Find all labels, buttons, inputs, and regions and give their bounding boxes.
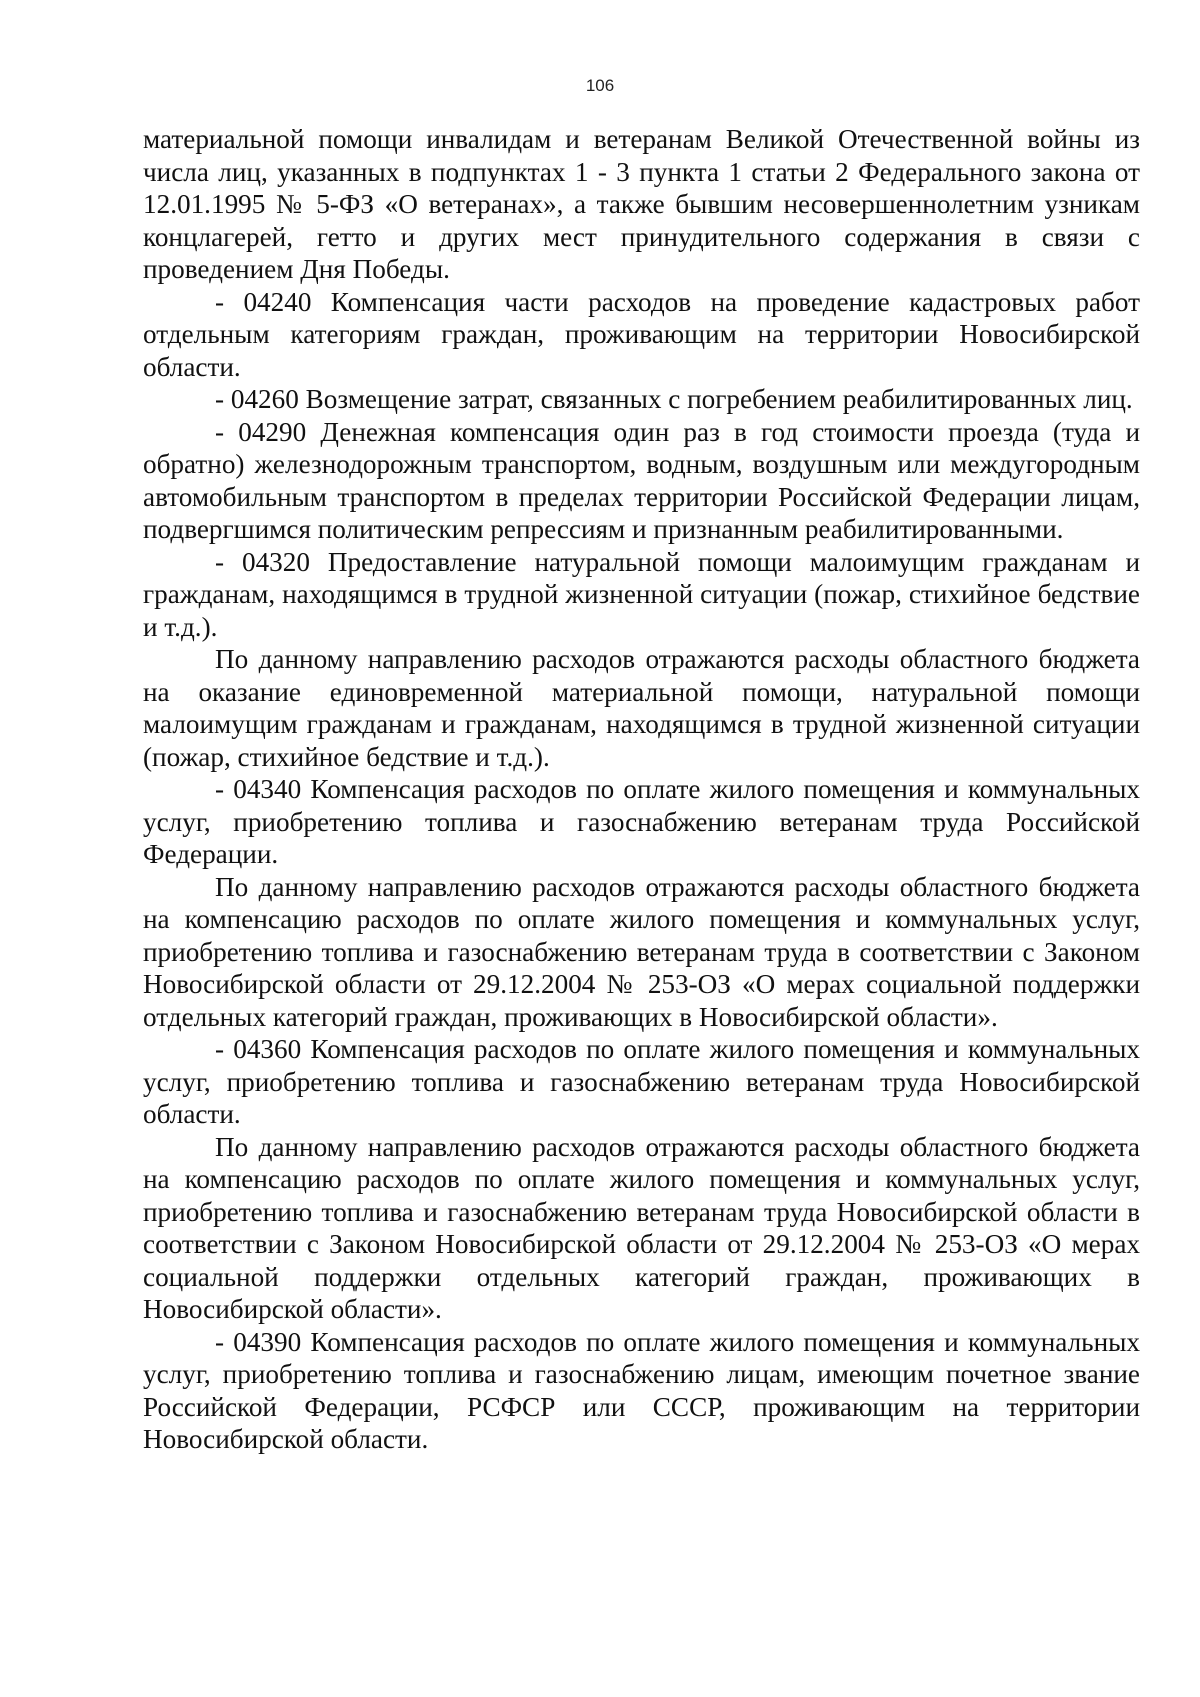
paragraph-code-04240 bbox=[143, 286, 1140, 384]
paragraph-text: Денежная компенсация один раз в год стоимости проезда (туда и обратно) железнодорожным транспортом, водным, воздушным или междугородным автомобильным транспортом в пределах территории Российской Федерации лицам, подвергшимся политическим репрессиям и признанным реабилитированными. bbox=[143, 416, 1141, 544]
expense-code: - 04390 bbox=[215, 1326, 302, 1357]
paragraph-text: Компенсация части расходов на проведение кадастровых работ отдельным категориям граждан, проживающим на территории Новосибирской области. bbox=[143, 286, 1140, 382]
paragraph-text: Компенсация расходов по оплате жилого помещения и коммунальных услуг, приобретению топлива и газоснабжению ветеранам труда Новосибирской области. bbox=[143, 1034, 1140, 1129]
paragraph-code-04340 bbox=[143, 773, 1140, 871]
expense-code: - 04290 bbox=[215, 416, 307, 447]
paragraph-code-04320 bbox=[143, 546, 1140, 644]
paragraph-text: По данному направлению расходов отражаются расходы областного бюджета на компенсацию расходов по оплате жилого помещения и коммунальных услуг, приобретению топлива и газоснабжению ветеранам труда в соответствии с Законом Новосибирской области от 29.12.2004 № 253-ОЗ «О мерах социальной поддержки отдельных категорий граждан, проживающих в Новосибирской области». bbox=[143, 871, 1140, 1032]
paragraph-description bbox=[143, 643, 1140, 773]
paragraph-description bbox=[143, 1131, 1140, 1326]
expense-code: - 04360 bbox=[215, 1034, 302, 1064]
paragraph-text: материальной помощи инвалидам и ветеранам Великой Отечественной войны из числа лиц, указанных в подпунктах 1 - 3 пункта 1 статьи 2 Федерального закона от 12.01.1995 № 5-ФЗ «О ветеранах», а также бывшим несовершеннолетним узникам концлагерей, гетто и других мест принудительного содержания в связи с проведением Дня Победы. bbox=[143, 124, 1140, 284]
paragraph-text: По данному направлению расходов отражаются расходы областного бюджета на компенсацию расходов по оплате жилого помещения и коммунальных услуг, приобретению топлива и газоснабжению ветеранам труда Новосибирской области в соответствии с Законом Новосибирской области от 29.12.2004 № 253-ОЗ «О мерах социальной поддержки отдельных категорий граждан, проживающих в Новосибирской области». bbox=[143, 1131, 1140, 1324]
paragraph-code-04290 bbox=[143, 416, 1140, 546]
paragraph-code-04260 bbox=[143, 383, 1140, 416]
paragraph-text: Возмещение затрат, связанных с погребением реабилитированных лиц. bbox=[298, 384, 1133, 414]
paragraph-description bbox=[143, 871, 1140, 1034]
paragraph-text: Предоставление натуральной помощи малоимущим гражданам и гражданам, находящимся в трудной жизненной ситуации (пожар, стихийное бедствие и т.д.). bbox=[143, 546, 1140, 642]
paragraph bbox=[143, 123, 1140, 286]
paragraph-text: Компенсация расходов по оплате жилого помещения и коммунальных услуг, приобретению топлива и газоснабжению лицам, имеющим почетное звание Российской Федерации, РСФСР или СССР, проживающим на территории Новосибирской области. bbox=[143, 1326, 1140, 1454]
expense-code: - 04240 bbox=[215, 286, 312, 317]
paragraph-code-04390 bbox=[143, 1326, 1140, 1456]
page-number: 106 bbox=[585, 76, 615, 95]
expense-code: - 04320 bbox=[215, 546, 310, 577]
paragraph-text: По данному направлению расходов отражаются расходы областного бюджета на оказание единовременной материальной помощи, натуральной помощи малоимущим гражданам и гражданам, находящимся в трудной жизненной ситуации (пожар, стихийное бедствие и т.д.). bbox=[143, 644, 1140, 772]
expense-code: - 04260 bbox=[215, 384, 299, 414]
paragraph-code-04360 bbox=[143, 1033, 1140, 1131]
document-body bbox=[143, 123, 1140, 1456]
paragraph-text: Компенсация расходов по оплате жилого помещения и коммунальных услуг, приобретению топлива и газоснабжению ветеранам труда Российской Федерации. bbox=[143, 774, 1140, 869]
expense-code: - 04340 bbox=[215, 774, 302, 804]
